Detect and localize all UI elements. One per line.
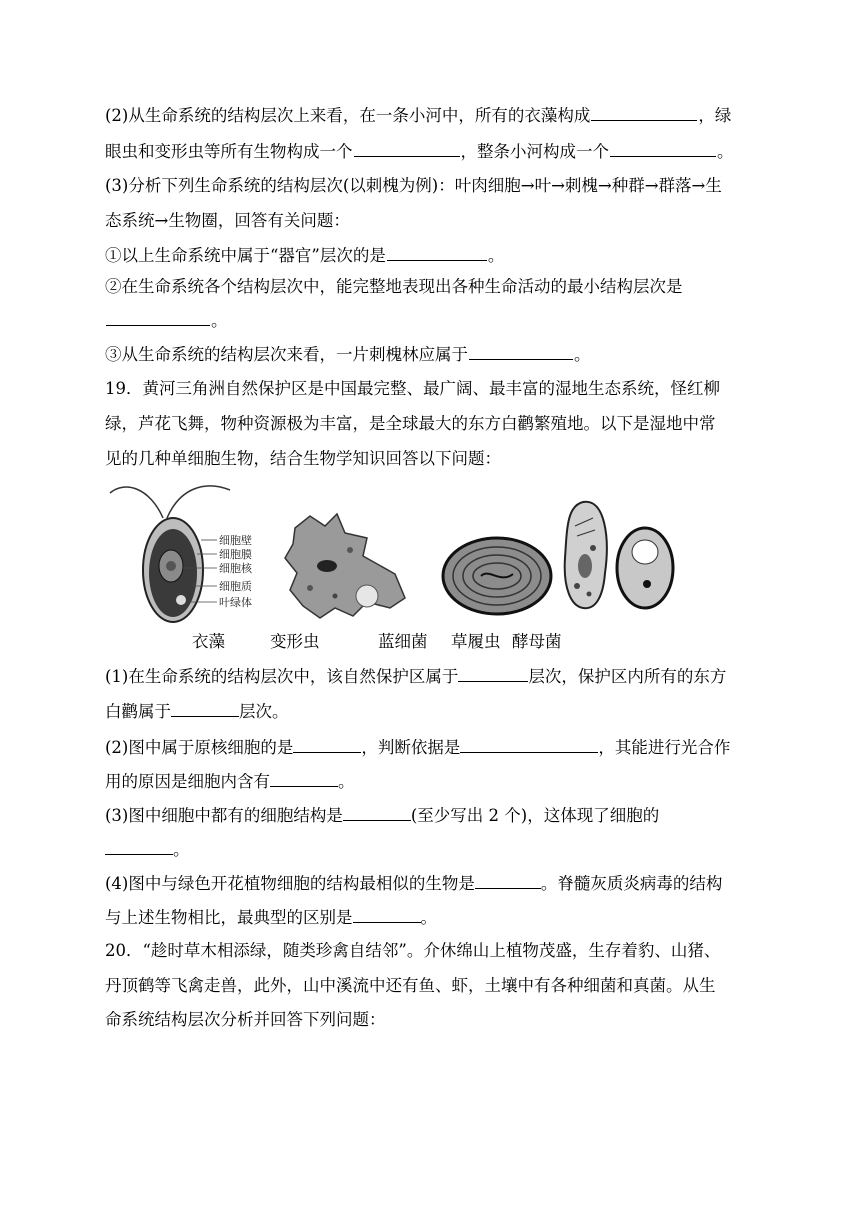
text: (1)在生命系统的结构层次中，该自然保护区属于 bbox=[105, 667, 459, 686]
answer-blank[interactable] bbox=[343, 804, 411, 821]
text: 。 bbox=[173, 840, 190, 859]
text: (2)从生命系统的结构层次上来看，在一条小河中，所有的衣藻构成 bbox=[105, 106, 591, 125]
answer-blank[interactable] bbox=[105, 838, 173, 855]
text: ，整条小河构成一个 bbox=[460, 142, 609, 161]
single-cell-organisms-figure bbox=[105, 478, 705, 628]
text: (4)图中与绿色开花植物细胞的结构最相似的生物是 bbox=[105, 874, 475, 893]
answer-blank[interactable] bbox=[354, 140, 460, 157]
answer-blank[interactable] bbox=[171, 700, 239, 717]
answer-blank[interactable] bbox=[591, 104, 697, 121]
q19-part2-line1 bbox=[105, 736, 730, 759]
q20-stem-line3: 命系统结构层次分析并回答下列问题： bbox=[105, 1010, 386, 1029]
text: 。 bbox=[211, 311, 228, 330]
q20-stem-line1: 20．“趁时草木相添绿，随类珍禽自结邻”。介休绵山上植物茂盛，生存着豹、山猪、 bbox=[105, 941, 721, 960]
answer-blank[interactable] bbox=[293, 736, 361, 753]
caption-cyanobacterium: 蓝细菌 bbox=[378, 632, 428, 651]
text: 。 bbox=[420, 908, 437, 927]
cyanobacterium-illustration bbox=[443, 538, 551, 614]
label-nucleus: 细胞核 bbox=[219, 562, 252, 575]
answer-blank[interactable] bbox=[458, 665, 528, 682]
text: 。 bbox=[338, 772, 355, 791]
text: 眼虫和变形虫等所有生物构成一个 bbox=[105, 142, 353, 161]
q18-part2-line2 bbox=[105, 140, 734, 163]
amoeba-illustration bbox=[285, 514, 405, 618]
answer-blank[interactable] bbox=[106, 309, 210, 326]
text: 与上述生物相比，最典型的区别是 bbox=[105, 908, 353, 927]
text: ①以上生命系统中属于“器官”层次的是 bbox=[105, 246, 386, 265]
text: ，其能进行光合作 bbox=[598, 738, 731, 757]
label-chloroplast: 叶绿体 bbox=[219, 596, 252, 609]
caption-yeast: 酵母菌 bbox=[512, 632, 562, 651]
answer-blank[interactable] bbox=[270, 770, 338, 787]
q18-sub2: ②在生命系统各个结构层次中，能完整地表现出各种生命活动的最小结构层次是 bbox=[105, 277, 683, 296]
text: ，判断依据是 bbox=[361, 738, 461, 757]
label-cytoplasm: 细胞质 bbox=[219, 580, 252, 593]
yeast-illustration bbox=[617, 528, 673, 608]
q20-stem-line2: 丹顶鹤等飞禽走兽，此外，山中溪流中还有鱼、虾，土壤中有各种细菌和真菌。从生 bbox=[105, 976, 716, 995]
text: 白鹳属于 bbox=[105, 702, 171, 721]
q18-sub3 bbox=[105, 343, 591, 366]
answer-blank[interactable] bbox=[469, 343, 573, 360]
text: (3)图中细胞中都有的细胞结构是 bbox=[105, 806, 343, 825]
answer-blank[interactable] bbox=[387, 244, 487, 261]
text: 。 bbox=[574, 345, 591, 364]
label-cell-wall: 细胞壁 bbox=[219, 534, 252, 547]
answer-blank[interactable] bbox=[610, 140, 716, 157]
q19-stem-line1: 19．黄河三角洲自然保护区是中国最完整、最广阔、最丰富的湿地生态系统，怪红柳 bbox=[105, 379, 720, 398]
q19-part1-line2 bbox=[105, 700, 289, 723]
label-cell-membrane: 细胞膜 bbox=[219, 548, 252, 561]
paramecium-illustration bbox=[565, 502, 607, 608]
text: 。 bbox=[717, 142, 734, 161]
q18-sub1 bbox=[105, 244, 504, 267]
answer-blank[interactable] bbox=[353, 906, 421, 923]
text: ，绿 bbox=[698, 106, 732, 125]
text: 层次，保护区内所有的东方 bbox=[528, 667, 727, 686]
answer-blank[interactable] bbox=[460, 736, 598, 753]
q19-part3-line2 bbox=[105, 838, 190, 861]
caption-amoeba: 变形虫 bbox=[270, 632, 320, 651]
text: ③从生命系统的结构层次来看，一片刺槐林应属于 bbox=[105, 345, 468, 364]
q18-part2-line1 bbox=[105, 104, 731, 127]
q18-sub2-line2 bbox=[105, 309, 228, 332]
q19-part2-line2 bbox=[105, 770, 355, 793]
q19-stem-line3: 见的几种单细胞生物，结合生物学知识回答以下问题： bbox=[105, 449, 501, 468]
q18-part3-line1: (3)分析下列生命系统的结构层次(以刺槐为例)：叶肉细胞→叶→刺槐→种群→群落→生 bbox=[105, 176, 722, 195]
caption-chlamydomonas: 衣藻 bbox=[192, 632, 225, 651]
text: (至少写出 2 个)，这体现了细胞的 bbox=[410, 806, 660, 825]
text: 层次。 bbox=[239, 702, 289, 721]
answer-blank[interactable] bbox=[475, 872, 541, 889]
q18-part3-line2: 态系统→生物圈，回答有关问题： bbox=[105, 211, 350, 230]
text: (2)图中属于原核细胞的是 bbox=[105, 738, 294, 757]
text: 用的原因是细胞内含有 bbox=[105, 772, 270, 791]
q19-part4-line1 bbox=[105, 872, 722, 895]
caption-paramecium: 草履虫 bbox=[451, 632, 501, 651]
q19-stem-line2: 绿，芦花飞舞，物种资源极为丰富，是全球最大的东方白鹳繁殖地。以下是湿地中常 bbox=[105, 414, 716, 433]
q19-part3-line1 bbox=[105, 804, 659, 827]
text: 。脊髓灰质炎病毒的结构 bbox=[540, 874, 723, 893]
text: 。 bbox=[487, 246, 505, 265]
q19-part1-line1 bbox=[105, 665, 726, 688]
q19-part4-line2 bbox=[105, 906, 437, 929]
chlamydomonas-illustration bbox=[110, 486, 253, 622]
